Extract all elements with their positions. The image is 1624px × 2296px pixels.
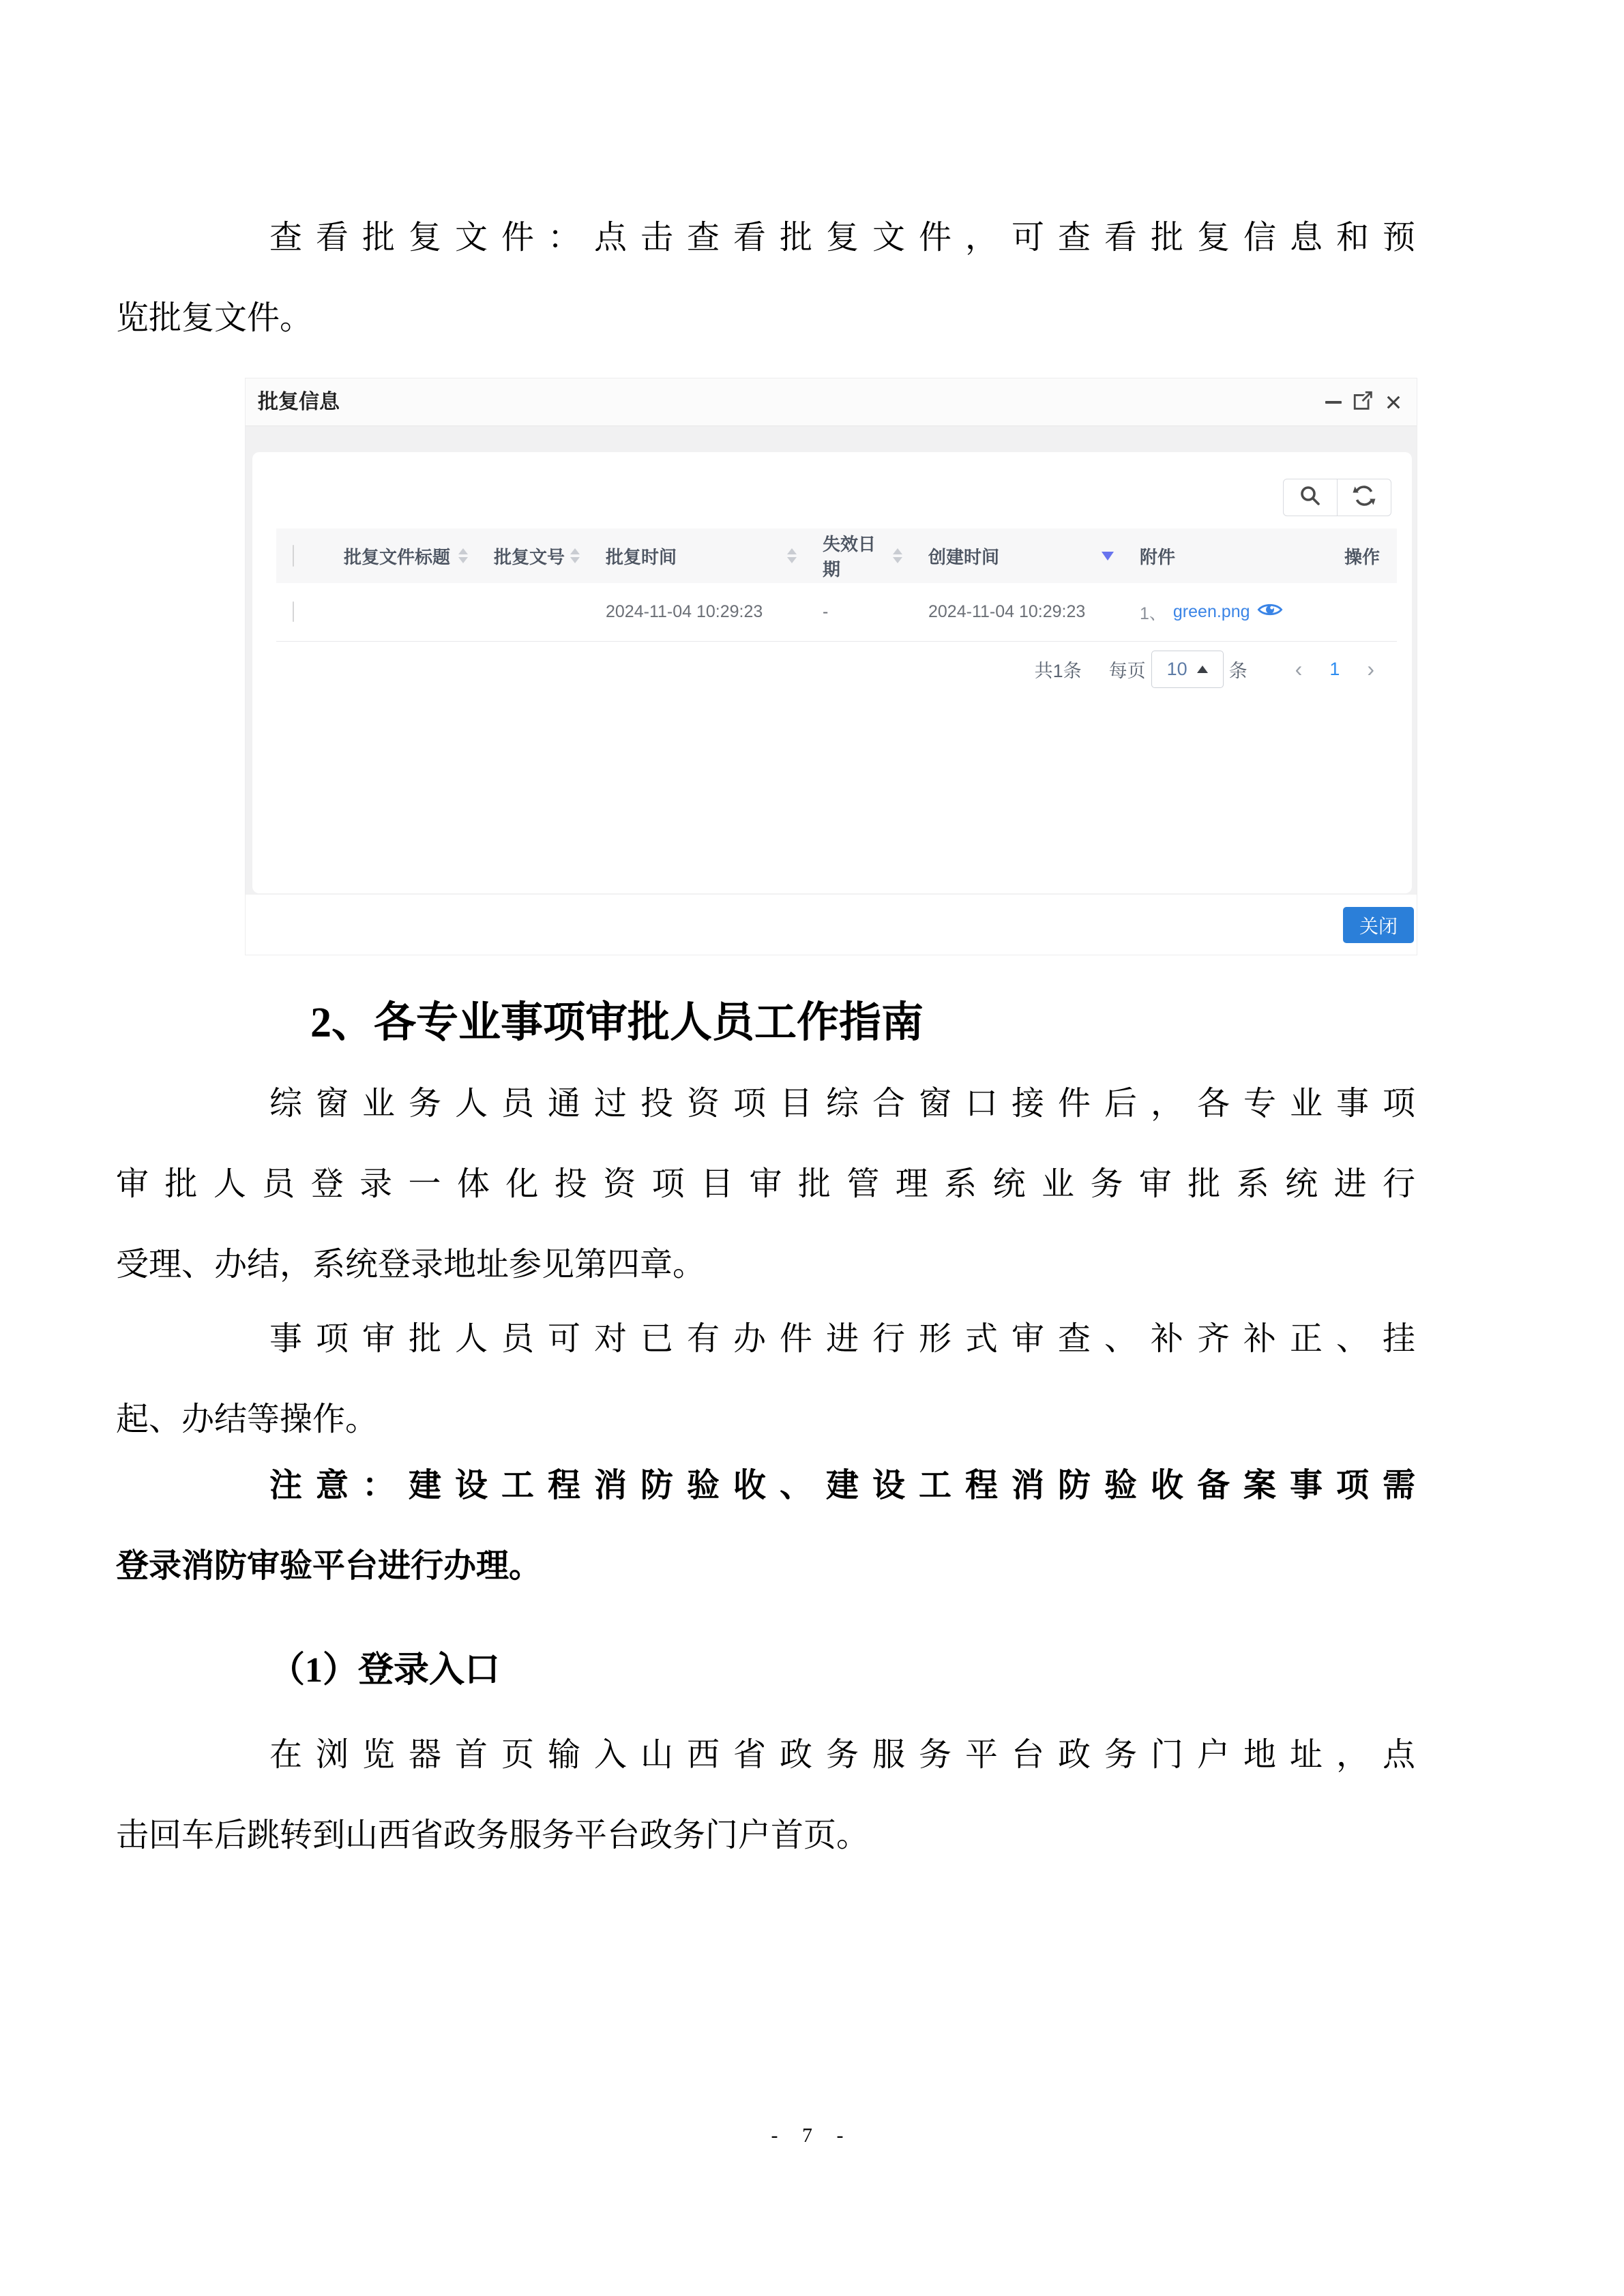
paragraph-3	[116, 1299, 1415, 1460]
select-arrow-icon	[1197, 666, 1208, 673]
total-count: 共1条	[1034, 660, 1082, 681]
para2-line-2: 审批人员登录一体化投资项目审批管理系统业务审批系统进行	[116, 1166, 1415, 1202]
search-icon	[1298, 483, 1323, 511]
column-header-attachment	[1123, 543, 1286, 569]
current-page-button[interactable]: 1	[1329, 658, 1340, 679]
close-icon: ×	[1385, 386, 1402, 418]
cell-approval-time: 2024-11-04 10:29:23	[606, 602, 763, 621]
cell-attachment	[1123, 600, 1286, 625]
select-all-checkbox[interactable]	[293, 545, 294, 567]
column-header-create-time[interactable]	[911, 543, 1123, 569]
maximize-button[interactable]	[1348, 387, 1378, 417]
approval-info-dialog	[246, 378, 1417, 955]
intro-line-1: 查看批复文件：点击查看批复文件，可查看批复信息和预	[269, 220, 1415, 256]
prev-page-button[interactable]: ‹	[1295, 656, 1303, 681]
dialog-footer	[246, 895, 1417, 955]
para3-line-1: 事项审批人员可对已有办件进行形式审查、补齐补正、挂	[269, 1321, 1415, 1357]
column-label: 批复时间	[606, 546, 677, 567]
refresh-icon	[1352, 483, 1376, 511]
preview-eye-icon[interactable]	[1257, 601, 1283, 623]
para4-line-1: 在浏览器首页输入山西省政务服务平台政务门户地址，点	[269, 1737, 1415, 1773]
column-header-expiry-date[interactable]	[806, 531, 911, 581]
column-label: 批复文件标题	[344, 546, 451, 567]
close-window-button[interactable]	[1378, 387, 1408, 417]
note-line-1: 注意：建设工程消防验收、建设工程消防验收备案事项需	[269, 1467, 1415, 1504]
window-controls	[1318, 378, 1408, 426]
attachment-link[interactable]: green.png	[1172, 602, 1250, 621]
subheading: （1）登录入口	[269, 1651, 501, 1690]
refresh-button[interactable]	[1337, 479, 1391, 516]
subheading-block	[116, 1647, 1415, 1695]
table-toolbar	[1283, 479, 1391, 516]
content-card	[252, 452, 1412, 893]
sort-icon[interactable]	[458, 548, 468, 563]
per-page-unit: 条	[1228, 660, 1247, 681]
column-header-title[interactable]	[327, 543, 477, 569]
column-label: 失效日期	[823, 534, 876, 580]
note-line-2: 登录消防审验平台进行办理。	[116, 1548, 542, 1584]
intro-line-2: 览批复文件。	[116, 300, 313, 336]
section-heading-block	[116, 992, 1415, 1054]
approval-table	[276, 528, 1397, 642]
page-size-value: 10	[1166, 658, 1187, 679]
cell-create-time: 2024-11-04 10:29:23	[928, 602, 1086, 621]
filter-triangle-icon[interactable]	[1102, 552, 1114, 561]
row-checkbox[interactable]	[293, 601, 294, 622]
note-paragraph	[116, 1446, 1415, 1607]
sort-icon[interactable]	[787, 548, 797, 563]
next-page-button[interactable]: ›	[1367, 656, 1374, 681]
column-header-approval-time[interactable]	[589, 543, 806, 569]
column-label: 附件	[1140, 546, 1176, 567]
paragraph-4	[116, 1715, 1415, 1876]
minimize-icon	[1325, 401, 1342, 404]
para2-line-1: 综窗业务人员通过投资项目综合窗口接件后，各专业事项	[269, 1086, 1415, 1122]
per-page-label: 每页	[1108, 660, 1146, 681]
column-header-actions: 操作	[1344, 546, 1380, 567]
close-button[interactable]: 关闭	[1343, 907, 1414, 943]
dialog-titlebar	[246, 378, 1417, 426]
page-number: - 7 -	[771, 2124, 853, 2147]
section-heading: 2、各专业事项审批人员工作指南	[310, 1000, 924, 1046]
paragraph-2	[116, 1064, 1415, 1305]
column-header-doc-no[interactable]	[477, 543, 589, 569]
para3-line-2: 起、办结等操作。	[116, 1401, 379, 1437]
attachment-index: 1、	[1140, 603, 1166, 623]
sort-icon[interactable]	[893, 548, 902, 563]
column-label: 创建时间	[928, 546, 1000, 567]
dialog-title: 批复信息	[258, 391, 340, 413]
pagination	[1035, 648, 1374, 689]
minimize-button[interactable]	[1318, 387, 1348, 417]
maximize-icon	[1352, 389, 1375, 416]
intro-paragraph	[116, 198, 1415, 359]
select-all-cell	[276, 546, 327, 567]
search-button[interactable]	[1284, 479, 1337, 516]
dialog-body	[246, 426, 1417, 895]
row-select-cell	[276, 602, 327, 622]
para4-line-2: 击回车后跳转到山西省政务服务平台政务门户首页。	[116, 1817, 870, 1853]
sort-icon[interactable]	[570, 548, 580, 563]
para2-line-3: 受理、办结，系统登录地址参见第四章。	[116, 1247, 706, 1283]
cell-expiry-date: -	[823, 602, 829, 621]
page-size-select[interactable]	[1151, 651, 1224, 688]
column-label: 批复文号	[494, 546, 565, 567]
table-header-row	[276, 528, 1397, 583]
table-row	[276, 583, 1397, 642]
